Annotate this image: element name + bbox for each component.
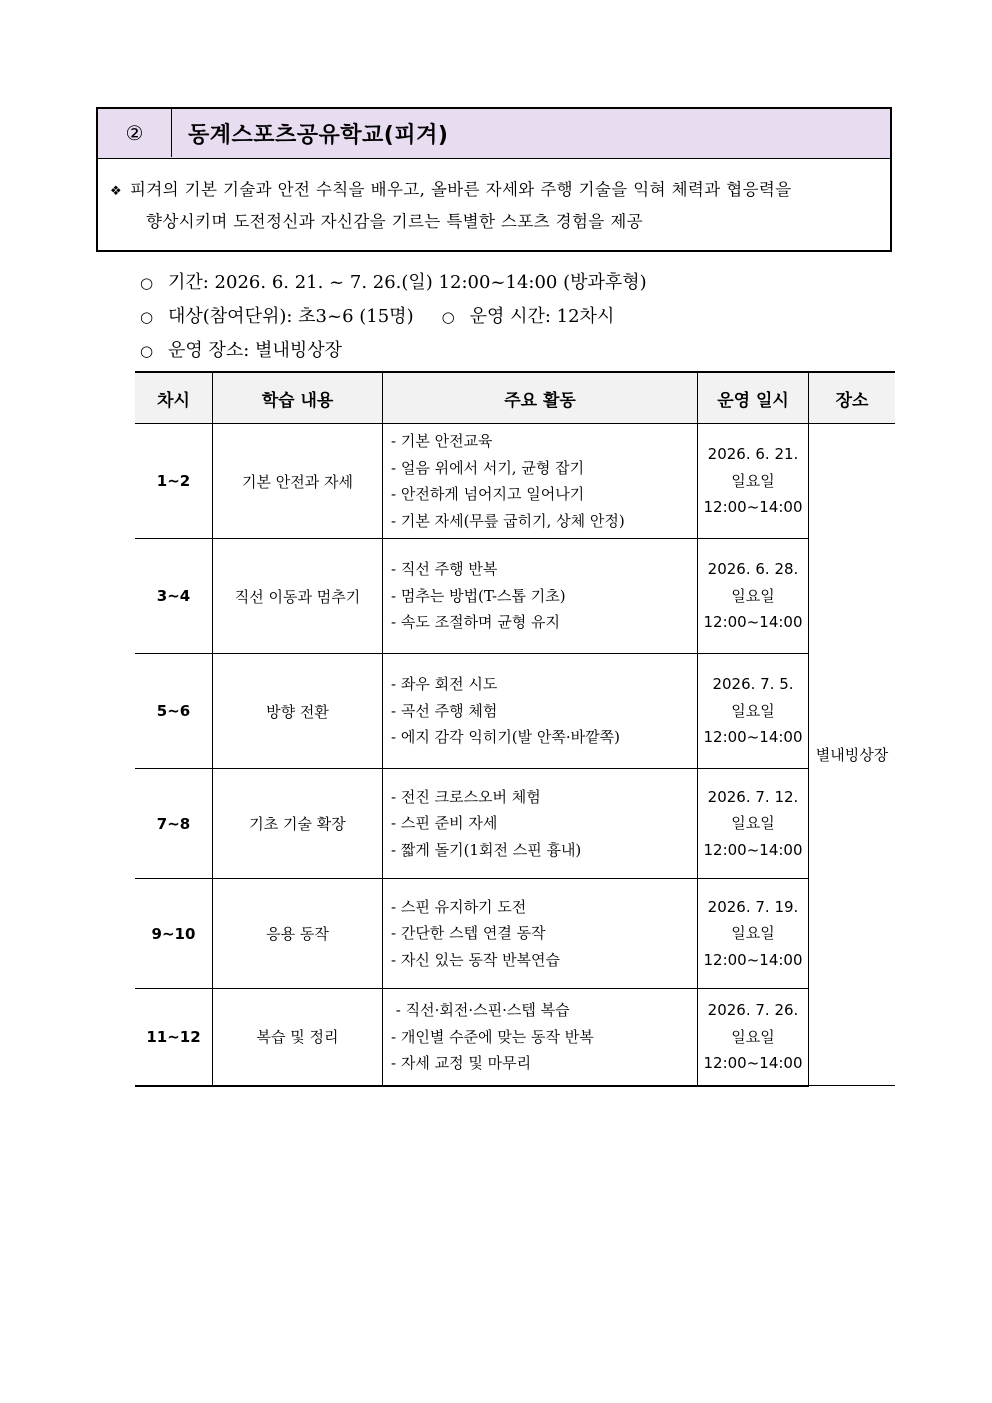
- activity-item: - 자신 있는 동작 반복연습: [391, 950, 561, 969]
- circle-bullet-icon: ○: [140, 274, 154, 292]
- program-header-box: [96, 107, 892, 252]
- table-header-row: [135, 372, 895, 424]
- activity-item: - 속도 조절하며 균형 유지: [391, 613, 561, 632]
- session-cell: 9~10: [135, 879, 213, 989]
- activities-cell: [383, 769, 698, 879]
- time-text: 12:00~14:00: [703, 728, 803, 747]
- activity-item: - 스핀 준비 자세: [391, 814, 498, 833]
- activity-item: - 개인별 수준에 맞는 동작 반복: [391, 1027, 594, 1046]
- target-text: 대상(참여단위): 초3~6 (15명): [168, 306, 414, 327]
- time-text: 12:00~14:00: [703, 498, 803, 517]
- info-target-hours: [140, 300, 647, 334]
- activity-item: - 기본 안전교육: [391, 432, 493, 450]
- activity-item: - 곡선 주행 체험: [391, 701, 498, 720]
- session-cell: 11~12: [135, 989, 213, 1086]
- day-text: 일요일: [731, 814, 775, 833]
- program-title-row: [98, 109, 890, 159]
- table-row: [135, 654, 895, 769]
- diamond-bullet-icon: ❖: [110, 184, 123, 199]
- place-text: 운영 장소: 별내빙상장: [168, 340, 342, 361]
- time-text: 12:00~14:00: [703, 613, 803, 632]
- header-session: 차시: [135, 372, 213, 424]
- date-cell: [698, 769, 809, 879]
- content-cell: 방향 전환: [213, 654, 383, 769]
- activity-item: - 안전하게 넘어지고 일어나기: [391, 485, 585, 503]
- header-date: 운영 일시: [698, 372, 809, 424]
- date-text: 2026. 7. 26.: [707, 1001, 799, 1019]
- activity-item: - 전진 크로스오버 체험: [391, 787, 541, 806]
- program-description: [110, 175, 884, 237]
- content-cell: 응용 동작: [213, 879, 383, 989]
- time-text: 12:00~14:00: [703, 950, 803, 969]
- session-cell: 7~8: [135, 769, 213, 879]
- date-text: 2026. 6. 28.: [707, 560, 799, 579]
- header-place: 장소: [809, 372, 896, 424]
- date-cell: [698, 989, 809, 1086]
- program-number: ②: [98, 109, 172, 157]
- activity-item: - 짧게 돌기(1회전 스핀 흉내): [391, 840, 582, 859]
- activity-item: - 얼음 위에서 서기, 균형 잡기: [391, 458, 585, 477]
- activities-cell: [383, 424, 698, 539]
- info-place: [140, 334, 647, 368]
- day-text: 일요일: [731, 586, 775, 605]
- period-text: 기간: 2026. 6. 21. ~ 7. 26.(일) 12:00~14:00 (방과후형): [168, 272, 647, 293]
- activity-item: - 기본 자세(무릎 굽히기, 상체 안정): [391, 511, 625, 530]
- program-title: 동계스포츠공유학교(피겨): [188, 122, 449, 148]
- content-cell: 기본 안전과 자세: [213, 424, 383, 539]
- content-cell: 복습 및 정리: [213, 989, 383, 1086]
- date-cell: [698, 654, 809, 769]
- date-text: 2026. 7. 19.: [707, 897, 799, 916]
- description-line-2: 향상시키며 도전정신과 자신감을 기르는 특별한 스포츠 경험을 제공: [146, 212, 644, 231]
- content-cell: 직선 이동과 멈추기: [213, 539, 383, 654]
- date-cell: [698, 539, 809, 654]
- date-cell: [698, 879, 809, 989]
- date-text: 2026. 6. 21.: [707, 445, 799, 464]
- day-text: 일요일: [731, 471, 775, 490]
- info-period: [140, 266, 647, 300]
- program-info: [140, 266, 647, 368]
- day-text: 일요일: [731, 924, 775, 943]
- activities-cell: [383, 539, 698, 654]
- activities-cell: [383, 989, 698, 1086]
- time-text: 12:00~14:00: [703, 1054, 803, 1072]
- place-cell: 별내빙상장: [809, 424, 896, 1086]
- session-cell: 1~2: [135, 424, 213, 539]
- activity-item: - 자세 교정 및 마무리: [391, 1054, 532, 1072]
- activity-item: - 직선·회전·스핀·스텝 복습: [391, 1001, 570, 1019]
- content-cell: 기초 기술 확장: [213, 769, 383, 879]
- date-text: 2026. 7. 12.: [707, 787, 799, 806]
- circle-bullet-icon: ○: [441, 308, 455, 326]
- session-cell: 3~4: [135, 539, 213, 654]
- circle-bullet-icon: ○: [140, 342, 154, 360]
- schedule-table: [135, 371, 895, 1087]
- time-text: 12:00~14:00: [703, 840, 803, 859]
- circle-bullet-icon: ○: [140, 308, 154, 326]
- table-row: [135, 539, 895, 654]
- table-row: [135, 424, 895, 539]
- table-row: [135, 769, 895, 879]
- table-row: [135, 879, 895, 989]
- activity-item: - 에지 감각 익히기(발 안쪽·바깥쪽): [391, 728, 620, 747]
- date-cell: [698, 424, 809, 539]
- session-cell: 5~6: [135, 654, 213, 769]
- activity-item: - 멈추는 방법(T-스톱 기초): [391, 586, 566, 605]
- day-text: 일요일: [731, 1027, 775, 1046]
- date-text: 2026. 7. 5.: [712, 675, 794, 694]
- day-text: 일요일: [731, 701, 775, 720]
- description-line-1: 피겨의 기본 기술과 안전 수칙을 배우고, 올바른 자세와 주행 기술을 익혀 체력과 협응력을: [130, 180, 792, 199]
- header-activities: 주요 활동: [383, 372, 698, 424]
- header-content: 학습 내용: [213, 372, 383, 424]
- hours-text: 운영 시간: 12차시: [469, 306, 615, 327]
- table-row: [135, 989, 895, 1086]
- activity-item: - 좌우 회전 시도: [391, 675, 498, 694]
- activity-item: - 직선 주행 반복: [391, 560, 498, 579]
- activity-item: - 스핀 유지하기 도전: [391, 897, 527, 916]
- activity-item: - 간단한 스텝 연결 동작: [391, 924, 546, 943]
- activities-cell: [383, 654, 698, 769]
- activities-cell: [383, 879, 698, 989]
